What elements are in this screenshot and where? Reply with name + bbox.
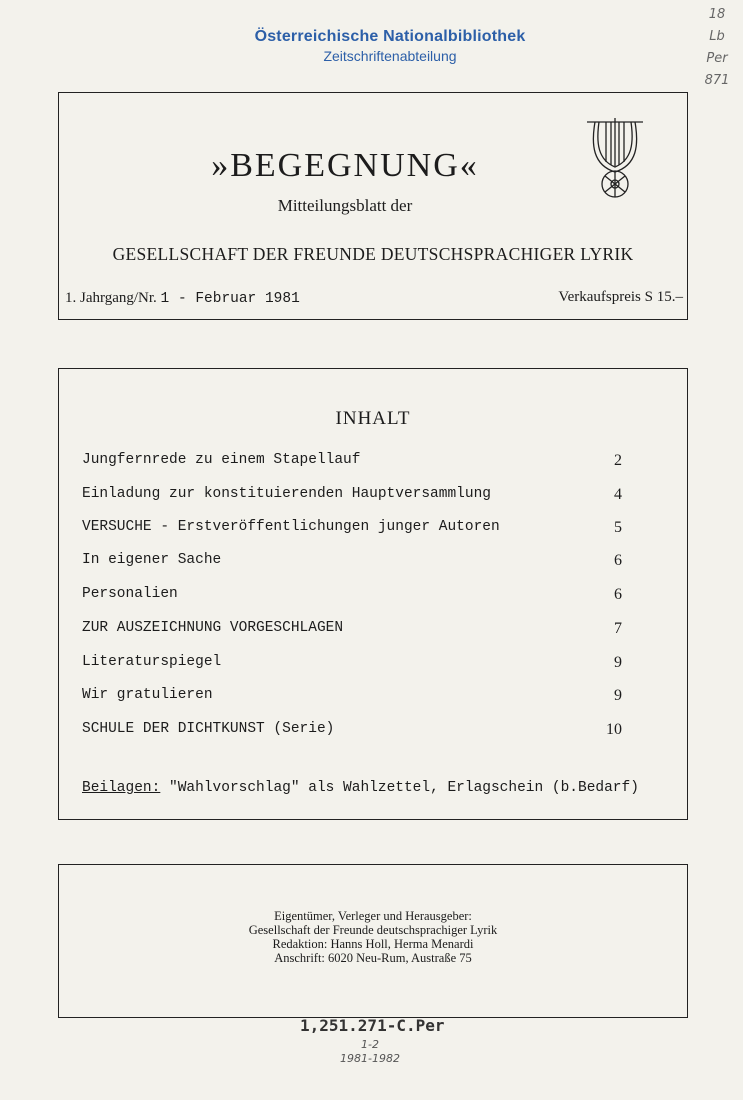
publication-subtitle: Mitteilungsblatt der (277, 196, 413, 215)
toc-entry (82, 486, 622, 508)
enclosures-text: "Wahlvorschlag" als Wahlzettel, Erlagschein (b.Bedarf) (169, 780, 639, 796)
toc-entry (82, 654, 622, 676)
toc-entry (82, 620, 622, 642)
imprint (58, 909, 688, 965)
toc-entry (82, 721, 622, 743)
call-number: 1,251.271-C.Per (300, 1016, 445, 1035)
toc-entry (82, 586, 622, 608)
toc-entry-page: 6 (614, 552, 622, 569)
issue-volume: 1. Jahrgang/Nr. (65, 290, 157, 306)
imprint-address: Anschrift: 6020 Neu-Rum, Austraße 75 (274, 951, 472, 965)
lyre-icon (585, 110, 645, 202)
society-name: GESELLSCHAFT DER FREUNDE DEUTSCHSPRACHIGER LYRIK (112, 244, 634, 264)
handwritten-margin-note (699, 4, 735, 92)
publication-title: »BEGEGNUNG« (211, 147, 479, 184)
enclosures-label: Beilagen: (82, 780, 161, 796)
toc-entry-title: Literaturspiegel (82, 654, 222, 670)
call-number-years: 1981-1982 (340, 1052, 400, 1065)
imprint-editors: Redaktion: Hanns Holl, Herma Menardi (272, 937, 474, 951)
toc-entry (82, 687, 622, 709)
toc-entry-page: 9 (614, 687, 622, 704)
toc-entry-page: 10 (606, 721, 622, 738)
toc-entry-page: 4 (614, 486, 622, 503)
margin-note-line: 871 (704, 73, 730, 88)
contents-heading: INHALT (335, 408, 411, 429)
toc-entry-page: 2 (614, 452, 622, 469)
margin-note-line: Lb (709, 29, 725, 44)
toc-entry-title: SCHULE DER DICHTKUNST (Serie) (82, 721, 335, 737)
call-number-volumes: 1-2 (361, 1038, 379, 1051)
imprint-society: Gesellschaft der Freunde deutschsprachiger Lyrik (248, 923, 498, 937)
stamp-library-name: Österreichische Nationalbibliothek (254, 28, 526, 45)
sale-price: Verkaufspreis S 15.– (558, 289, 683, 305)
toc-entry-title: Wir gratulieren (82, 687, 213, 703)
toc-entry-page: 6 (614, 586, 622, 603)
toc-entry-title: Einladung zur konstituierenden Hauptversammlung (82, 486, 491, 502)
toc-entry-title: VERSUCHE - Erstveröffentlichungen junger Autoren (82, 519, 500, 535)
stamp-department: Zeitschriftenabteilung (323, 48, 457, 64)
toc-entry-page: 9 (614, 654, 622, 671)
issue-date: 1 - Februar 1981 (160, 291, 300, 307)
margin-note-line: Per (706, 51, 728, 66)
toc-entry (82, 552, 622, 574)
toc-entry-page: 7 (614, 620, 622, 637)
toc-entry-title: In eigener Sache (82, 552, 222, 568)
toc-entry (82, 452, 622, 474)
issue-info (65, 290, 300, 307)
toc-entry-title: ZUR AUSZEICHNUNG VORGESCHLAGEN (82, 620, 344, 636)
toc-entry-title: Personalien (82, 586, 178, 602)
enclosures-note (82, 780, 639, 796)
toc-entry-title: Jungfernrede zu einem Stapellauf (82, 452, 361, 468)
margin-note-line: 18 (708, 7, 726, 22)
call-number-annotation (340, 1038, 400, 1066)
toc-entry-page: 5 (614, 519, 622, 536)
library-stamp (250, 28, 530, 64)
toc-entry (82, 519, 622, 541)
imprint-owner: Eigentümer, Verleger und Herausgeber: (274, 909, 472, 923)
